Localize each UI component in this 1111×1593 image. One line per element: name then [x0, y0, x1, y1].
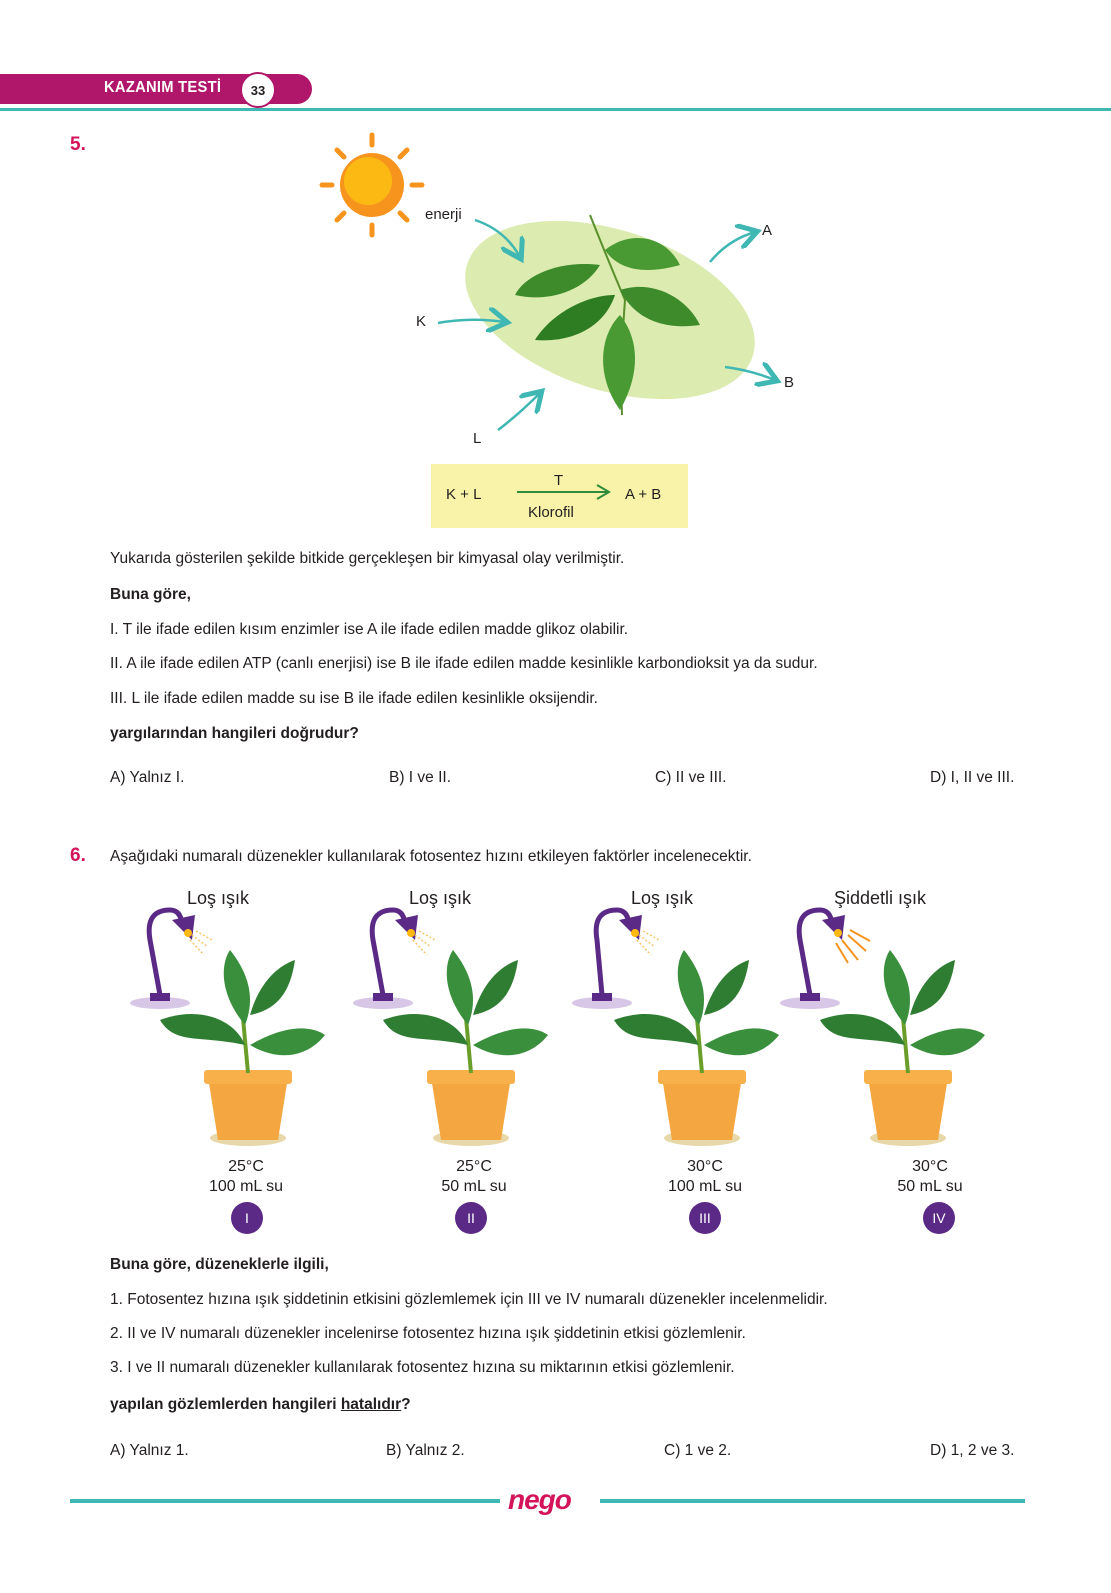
q6-option-b[interactable]: B) Yalnız 2.: [386, 1442, 465, 1459]
question-5-statement-3: III. L ile ifade edilen madde su ise B ile ifade edilen kesinlikle oksijendir.: [110, 690, 598, 707]
setup-2-roman-badge: II: [455, 1202, 487, 1234]
question-5-statement-1: I. T ile ifade edilen kısım enzimler ise A ile ifade edilen madde glikoz olabilir.: [110, 621, 629, 638]
setup-1-illustration: [120, 885, 360, 1155]
setup-3-light: Loş ışık: [630, 888, 694, 908]
question-5-statement-2: II. A ile ifade edilen ATP (canlı enerjisi) ise B ile ifade edilen madde kesinlikle karbondioksit ya da sudur.: [110, 655, 818, 672]
question-5-question: yargılarından hangileri doğrudur?: [110, 725, 359, 742]
q6-option-a[interactable]: A) Yalnız 1.: [110, 1442, 189, 1459]
lamp-and-plant-icon: [770, 885, 1020, 1155]
header-rule: [0, 108, 1111, 111]
label-a: A: [762, 222, 773, 239]
question-6-question-start: yapılan gözlemlerden hangileri: [110, 1396, 341, 1413]
q5-option-d[interactable]: D) I, II ve III.: [930, 769, 1015, 786]
sun-icon: [322, 135, 422, 235]
question-5-lead: Buna göre,: [110, 586, 191, 603]
test-title: KAZANIM TESTİ: [104, 79, 222, 96]
question-6-lead: Buna göre, düzeneklerle ilgili,: [110, 1256, 329, 1273]
question-5-number: 5.: [70, 134, 86, 155]
test-number-badge: 33: [240, 72, 276, 108]
question-6-question: [110, 1395, 411, 1415]
setup-1-temp: 25°C: [228, 1158, 264, 1175]
lamp-and-plant-icon: [343, 885, 583, 1155]
question-6-question-end: ?: [401, 1396, 411, 1413]
reaction-arrow-icon: [517, 484, 612, 500]
question-5-stem: Yukarıda gösterilen şekilde bitkide gerçekleşen bir kimyasal olay verilmiştir.: [110, 550, 625, 567]
equation-products: A + B: [625, 486, 662, 503]
setup-4-light: Şiddetli ışık: [833, 888, 927, 908]
footer-rule-left: [70, 1499, 500, 1503]
footer-rule-right: [600, 1499, 1025, 1503]
setup-1-roman-badge: I: [231, 1202, 263, 1234]
setup-3-temp: 30°C: [687, 1158, 723, 1175]
energy-label: enerji: [425, 206, 462, 223]
equation-reactants: K + L: [446, 486, 482, 503]
question-6-number: 6.: [70, 845, 86, 866]
setup-1-light: Loş ışık: [186, 888, 250, 908]
q5-option-a[interactable]: A) Yalnız I.: [110, 769, 185, 786]
question-6-question-underlined: hatalıdır: [340, 1396, 402, 1413]
setup-4-water: 50 mL su: [897, 1178, 963, 1195]
setup-3-water: 100 mL su: [667, 1178, 743, 1195]
setup-1-water: 100 mL su: [208, 1178, 284, 1195]
label-k: K: [416, 313, 427, 330]
label-b: B: [784, 374, 795, 391]
setup-2-light: Loş ışık: [408, 888, 472, 908]
setup-2-illustration: [343, 885, 583, 1155]
setup-4-roman-badge: IV: [923, 1202, 955, 1234]
publisher-logo: nego: [508, 1484, 571, 1515]
photosynthesis-leaf-figure: [300, 125, 820, 455]
setup-3-roman-badge: III: [689, 1202, 721, 1234]
setup-4-temp: 30°C: [912, 1158, 948, 1175]
q5-option-b[interactable]: B) I ve II.: [389, 769, 452, 786]
q6-option-c[interactable]: C) 1 ve 2.: [664, 1442, 732, 1459]
equation-catalyst: T: [554, 472, 564, 489]
lamp-and-plant-icon: [120, 885, 360, 1155]
q6-option-d[interactable]: D) 1, 2 ve 3.: [930, 1442, 1015, 1459]
setup-2-temp: 25°C: [456, 1158, 492, 1175]
equation-chlorophyll: Klorofil: [528, 504, 574, 521]
setup-2-water: 50 mL su: [441, 1178, 507, 1195]
q5-option-c[interactable]: C) II ve III.: [655, 769, 727, 786]
question-6-stem: Aşağıdaki numaralı düzenekler kullanılarak fotosentez hızını etkileyen faktörler incelenecektir.: [110, 848, 752, 865]
label-l: L: [473, 430, 482, 447]
setup-4-illustration: [770, 885, 1020, 1155]
question-6-statement-1: 1. Fotosentez hızına ışık şiddetinin etkisini gözlemlemek için III ve IV numaralı düzenekler incelenmelidir.: [110, 1291, 828, 1308]
question-6-statement-2: 2. II ve IV numaralı düzenekler incelenirse fotosentez hızına ışık şiddetinin etkisi gözlemlenir.: [110, 1325, 746, 1342]
question-6-statement-3: 3. I ve II numaralı düzenekler kullanılarak fotosentez hızına su miktarının etkisi gözlemlenir.: [110, 1359, 735, 1376]
